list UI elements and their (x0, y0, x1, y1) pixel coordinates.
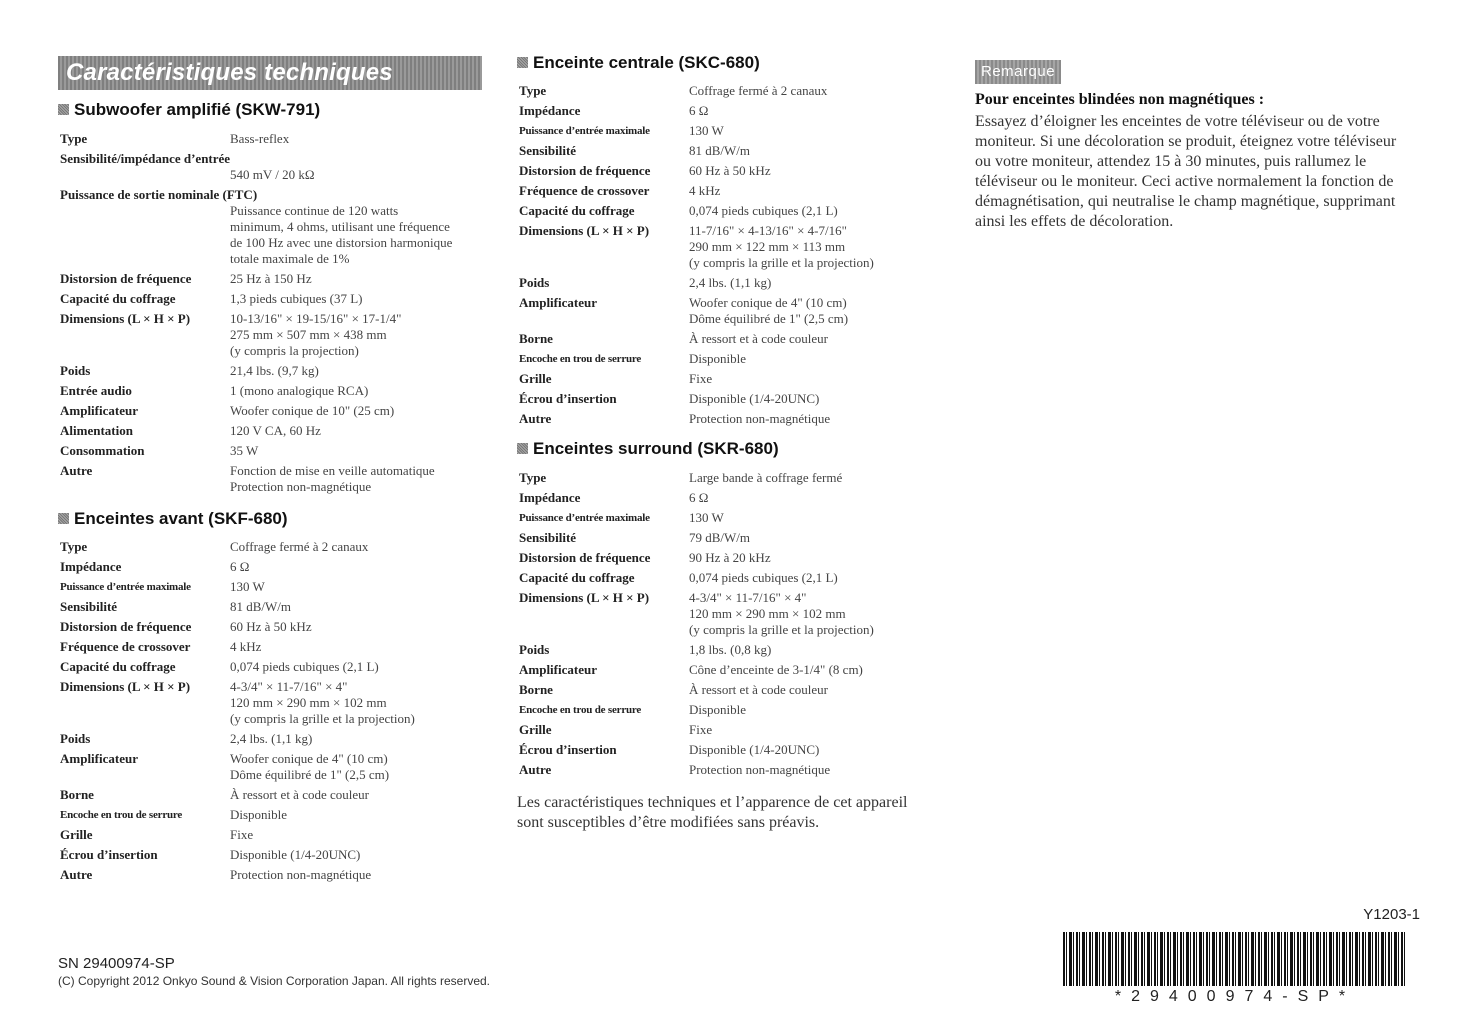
spec-value-line: 4-3/4" × 11-7/16" × 4" (230, 679, 348, 694)
spec-value (689, 642, 771, 658)
spec-label: Amplificateur (519, 662, 597, 677)
spec-row (60, 639, 480, 655)
spec-row (60, 443, 480, 459)
spec-label: Type (519, 83, 547, 98)
spec-value-line: 130 W (689, 510, 724, 525)
section-square-icon (58, 104, 69, 115)
section-square-icon (58, 513, 69, 524)
spec-label: Poids (60, 363, 91, 378)
spec-value-line: Dôme équilibré de 1" (2,5 cm) (230, 767, 390, 782)
spec-label: Puissance d’entrée maximale (519, 125, 650, 137)
spec-value (230, 403, 394, 419)
spec-row (60, 463, 480, 495)
spec-value-line: 0,074 pieds cubiques (2,1 L) (230, 659, 379, 674)
spec-value-line: 275 mm × 507 mm × 438 mm (230, 327, 387, 342)
spec-value (230, 599, 291, 615)
spec-row (60, 579, 480, 595)
spec-label: Puissance d’entrée maximale (519, 512, 650, 524)
spec-label: Capacité du coffrage (519, 570, 635, 585)
spec-value (689, 590, 874, 638)
spec-value-line: (y compris la projection) (230, 343, 359, 358)
spec-value-line: Fixe (230, 827, 254, 842)
spec-label: Alimentation (60, 423, 133, 438)
document-code: Y1203-1 (1363, 906, 1420, 923)
spec-value-line: Protection non-magnétique (230, 867, 372, 882)
spec-value-line: 4 kHz (230, 639, 262, 654)
spec-value-line: 6 Ω (689, 103, 709, 118)
spec-label: Dimensions (L × H × P) (60, 311, 191, 326)
spec-row (519, 371, 939, 387)
spec-label: Amplificateur (519, 295, 597, 310)
spec-row (60, 291, 480, 307)
spec-value (230, 787, 369, 803)
spec-value (689, 411, 830, 427)
spec-row (60, 619, 480, 635)
spec-row (60, 187, 480, 203)
spec-value (689, 295, 848, 327)
spec-value (230, 271, 312, 287)
spec-value-line: Fixe (689, 722, 713, 737)
spec-value-line: 290 mm × 122 mm × 113 mm (689, 239, 846, 254)
spec-row (60, 403, 480, 419)
spec-label: Écrou d’insertion (60, 847, 158, 862)
page-title: Caractéristiques techniques (58, 56, 482, 90)
spec-value (689, 123, 724, 139)
spec-label: Encoche en trou de serrure (519, 353, 642, 365)
spec-value-line: À ressort et à code couleur (689, 331, 828, 346)
spec-label: Puissance d’entrée maximale (60, 581, 191, 593)
spec-value-line: Disponible (1/4-20UNC) (689, 742, 820, 757)
spec-row (519, 391, 939, 407)
spec-value-line: Coffrage fermé à 2 canaux (689, 83, 828, 98)
spec-value-line: 0,074 pieds cubiques (2,1 L) (689, 570, 838, 585)
spec-label: Fréquence de crossover (60, 639, 191, 654)
spec-value-line: 2,4 lbs. (1,1 kg) (230, 731, 313, 746)
spec-label: Autre (60, 867, 93, 882)
spec-value (689, 103, 708, 119)
spec-label: Encoche en trou de serrure (519, 704, 642, 716)
barcode-text: *29400974-SP* (1114, 988, 1356, 1005)
spec-value (689, 83, 827, 99)
spec-label: Type (60, 539, 88, 554)
spec-value-line: Dôme équilibré de 1" (2,5 cm) (689, 311, 849, 326)
section-square-icon (517, 443, 528, 454)
specs-change-notice: Les caractéristiques techniques et l’apparence de cet appareil sont susceptibles d’être modifiées sans préavis. (517, 794, 908, 831)
spec-row (519, 411, 939, 427)
spec-label: Amplificateur (60, 403, 138, 418)
spec-row (60, 151, 480, 167)
spec-value: 540 mV / 20 kΩ (230, 167, 315, 182)
spec-label: Puissance de sortie nominale (FTC) (60, 187, 258, 202)
spec-value-line: Woofer conique de 4" (10 cm) (230, 751, 388, 766)
spec-row (60, 807, 480, 823)
spec-value-line: Protection non-magnétique (230, 479, 372, 494)
spec-value (689, 331, 828, 347)
spec-label: Distorsion de fréquence (519, 163, 651, 178)
spec-value-line: 1,8 lbs. (0,8 kg) (689, 642, 772, 657)
spec-row (519, 722, 939, 738)
spec-label: Grille (519, 722, 552, 737)
spec-row (519, 295, 939, 327)
spec-value (230, 383, 368, 399)
spec-row (519, 490, 939, 506)
spec-value-line: (y compris la grille et la projection) (689, 255, 874, 270)
spec-row (60, 867, 480, 883)
spec-label: Sensibilité (60, 599, 118, 614)
section-title-text: Subwoofer amplifié (SKW-791) (74, 100, 321, 119)
spec-value-line: 130 W (230, 579, 265, 594)
section-title-center (517, 52, 760, 74)
spec-value (689, 183, 720, 199)
spec-row (60, 539, 480, 555)
spec-value-line: Large bande à coffrage fermé (689, 470, 843, 485)
spec-value-line: 35 W (230, 443, 259, 458)
spec-label: Impédance (519, 490, 581, 505)
spec-label: Sensibilité (519, 143, 577, 158)
center-rows (519, 83, 939, 427)
spec-row (519, 682, 939, 698)
spec-value-line: À ressort et à code couleur (230, 787, 369, 802)
spec-value (689, 275, 771, 291)
spec-row (519, 470, 939, 486)
spec-label: Écrou d’insertion (519, 391, 617, 406)
spec-label: Poids (519, 275, 550, 290)
spec-value (689, 550, 771, 566)
spec-row (519, 742, 939, 758)
section-title-subwoofer (58, 99, 320, 121)
spec-value (689, 470, 842, 486)
spec-label: Borne (519, 331, 553, 346)
spec-label: Capacité du coffrage (519, 203, 635, 218)
spec-value-line: 81 dB/W/m (689, 143, 751, 158)
spec-label: Capacité du coffrage (60, 291, 176, 306)
spec-row (519, 570, 939, 586)
spec-label: Autre (60, 463, 93, 478)
spec-label: Distorsion de fréquence (519, 550, 651, 565)
section-title-text: Enceintes avant (SKF-680) (74, 509, 288, 528)
spec-value (689, 662, 863, 678)
spec-label: Borne (60, 787, 94, 802)
spec-row (60, 827, 480, 843)
spec-value-line: Cône d’enceinte de 3-1/4" (8 cm) (689, 662, 863, 677)
spec-label: Dimensions (L × H × P) (519, 590, 650, 605)
spec-value-line: 2,4 lbs. (1,1 kg) (689, 275, 772, 290)
spec-label: Distorsion de fréquence (60, 271, 192, 286)
spec-value-line: Disponible (689, 351, 747, 366)
spec-value (689, 391, 819, 407)
section-title-text: Enceintes surround (SKR-680) (533, 439, 779, 458)
subwoofer-rows (60, 271, 480, 495)
spec-row (519, 550, 939, 566)
spec-label: Type (519, 470, 547, 485)
spec-value-line: 0,074 pieds cubiques (2,1 L) (689, 203, 838, 218)
spec-value (60, 203, 480, 267)
spec-label: Encoche en trou de serrure (60, 809, 183, 821)
spec-label: Amplificateur (60, 751, 138, 766)
spec-row (519, 331, 939, 347)
remark-body: Essayez d’éloigner les enceintes de votre téléviseur ou de votre moniteur. Si une décoloration se produit, éteignez votre téléviseur ou votre moniteur, attendez 15 à 30 minutes, puis rallumez le téléviseur ou le moniteur. Ceci active normalement la fonction de démagnétisation, qui neutralise le champ magnétique, supprimant ainsi les effets de décoloration. (975, 113, 1397, 230)
spec-value (230, 827, 253, 843)
spec-value-line: 81 dB/W/m (230, 599, 292, 614)
spec-label: Grille (519, 371, 552, 386)
spec-value (230, 539, 368, 555)
spec-label: Autre (519, 762, 552, 777)
spec-value-line: Disponible (1/4-20UNC) (230, 847, 361, 862)
spec-value-line: Woofer conique de 4" (10 cm) (689, 295, 847, 310)
spec-value-line: totale maximale de 1% (230, 251, 350, 266)
spec-value-line: 120 mm × 290 mm × 102 mm (689, 606, 846, 621)
spec-row (519, 590, 939, 638)
spec-value (230, 311, 401, 359)
spec-label: Dimensions (L × H × P) (519, 223, 650, 238)
spec-value (230, 807, 287, 823)
spec-value-line: À ressort et à code couleur (689, 682, 828, 697)
spec-value (689, 351, 746, 367)
spec-label: Capacité du coffrage (60, 659, 176, 674)
spec-label: Autre (519, 411, 552, 426)
spec-value-line: (y compris la grille et la projection) (230, 711, 415, 726)
spec-value (230, 679, 415, 727)
barcode-icon (1063, 932, 1407, 986)
spec-value (689, 682, 828, 698)
spec-row (519, 642, 939, 658)
spec-value (230, 291, 363, 307)
spec-row (60, 383, 480, 399)
copyright-notice: (C) Copyright 2012 Onkyo Sound & Vision Corporation Japan. All rights reserved. (58, 974, 491, 988)
spec-value (230, 659, 379, 675)
spec-value-line: 1,3 pieds cubiques (37 L) (230, 291, 363, 306)
front-rows (60, 539, 480, 883)
spec-value (689, 722, 712, 738)
spec-value (689, 203, 838, 219)
spec-value-line: 4 kHz (689, 183, 721, 198)
spec-row (519, 510, 939, 526)
spec-label: Écrou d’insertion (519, 742, 617, 757)
spec-value-line: Puissance continue de 120 watts (230, 203, 399, 218)
spec-value (689, 570, 838, 586)
spec-row (60, 423, 480, 439)
spec-value (689, 742, 819, 758)
spec-label: Distorsion de fréquence (60, 619, 192, 634)
spec-value-line: 4-3/4" × 11-7/16" × 4" (689, 590, 807, 605)
spec-value-line: 60 Hz à 50 kHz (230, 619, 312, 634)
spec-value (230, 867, 371, 883)
spec-value-line: Protection non-magnétique (689, 762, 831, 777)
center-spec-list (519, 83, 939, 431)
surround-spec-list (519, 470, 939, 782)
spec-value (230, 463, 435, 495)
spec-value-line: minimum, 4 ohms, utilisant une fréquence (230, 219, 450, 234)
section-title-surround (517, 438, 779, 460)
spec-row (60, 679, 480, 727)
spec-label: Sensibilité (519, 530, 577, 545)
spec-row (60, 131, 480, 147)
spec-row (519, 662, 939, 678)
spec-label: Type (60, 131, 88, 146)
spec-row (519, 183, 939, 199)
spec-value-line: Coffrage fermé à 2 canaux (230, 539, 369, 554)
front-spec-list (60, 539, 480, 887)
spec-label: Impédance (519, 103, 581, 118)
spec-value (230, 847, 360, 863)
spec-row (60, 787, 480, 803)
spec-label: Impédance (60, 559, 122, 574)
spec-value-line: Protection non-magnétique (689, 411, 831, 426)
spec-value (689, 371, 712, 387)
spec-label: Grille (60, 827, 93, 842)
spec-label: Entrée audio (60, 383, 132, 398)
spec-row (60, 271, 480, 287)
spec-label: Poids (60, 731, 91, 746)
spec-value-line: 6 Ω (689, 490, 709, 505)
spec-value (689, 702, 746, 718)
spec-label: Borne (519, 682, 553, 697)
spec-value-line: 10-13/16" × 19-15/16" × 17-1/4" (230, 311, 402, 326)
spec-row (519, 762, 939, 778)
spec-value (230, 619, 312, 635)
section-square-icon (517, 57, 528, 68)
spec-value (230, 579, 265, 595)
spec-row (519, 530, 939, 546)
spec-row (519, 203, 939, 219)
spec-row (519, 275, 939, 291)
spec-label: Consommation (60, 443, 145, 458)
spec-value-line: Disponible (230, 807, 288, 822)
spec-row (519, 702, 939, 718)
spec-row (519, 83, 939, 99)
spec-row (519, 123, 939, 139)
spec-value (230, 751, 389, 783)
spec-value-line: Disponible (689, 702, 747, 717)
spec-value (230, 731, 312, 747)
spec-value-line: Woofer conique de 10" (25 cm) (230, 403, 395, 418)
spec-value-line: 25 Hz à 150 Hz (230, 271, 312, 286)
spec-row (519, 143, 939, 159)
spec-row (60, 599, 480, 615)
spec-value (689, 510, 724, 526)
section-title-text: Enceinte centrale (SKC-680) (533, 53, 760, 72)
spec-value: Bass-reflex (230, 131, 290, 146)
spec-row (519, 351, 939, 367)
spec-value (689, 143, 750, 159)
spec-value-line: 120 V CA, 60 Hz (230, 423, 321, 438)
spec-value-line: 90 Hz à 20 kHz (689, 550, 771, 565)
section-title-front (58, 508, 288, 530)
spec-row (60, 847, 480, 863)
spec-label: Fréquence de crossover (519, 183, 650, 198)
spec-row (60, 311, 480, 359)
subwoofer-spec-list (60, 131, 480, 499)
spec-value-line: 11-7/16" × 4-13/16" × 4-7/16" (689, 223, 847, 238)
spec-value-line: 60 Hz à 50 kHz (689, 163, 771, 178)
spec-value-line: 79 dB/W/m (689, 530, 751, 545)
spec-value-line: Disponible (1/4-20UNC) (689, 391, 820, 406)
serial-number: SN 29400974-SP (58, 955, 175, 972)
spec-row (60, 659, 480, 675)
spec-value-line: 1 (mono analogique RCA) (230, 383, 369, 398)
spec-value-line: 6 Ω (230, 559, 250, 574)
spec-label: Poids (519, 642, 550, 657)
spec-value (230, 639, 261, 655)
spec-value-line: 21,4 lbs. (9,7 kg) (230, 363, 319, 378)
spec-value (230, 423, 321, 439)
remark-badge: Remarque (975, 60, 1061, 84)
spec-value-line: Fonction de mise en veille automatique (230, 463, 435, 478)
spec-value (230, 559, 249, 575)
spec-value-line: (y compris la grille et la projection) (689, 622, 874, 637)
spec-value (689, 762, 830, 778)
spec-row (60, 751, 480, 783)
spec-row (60, 559, 480, 575)
spec-label: Dimensions (L × H × P) (60, 679, 191, 694)
spec-value (230, 363, 319, 379)
spec-label: Sensibilité/impédance d’entrée (60, 151, 231, 166)
spec-value (689, 530, 750, 546)
spec-value (230, 443, 258, 459)
spec-value (689, 490, 708, 506)
spec-value (689, 223, 874, 271)
remark-heading: Pour enceintes blindées non magnétiques : (975, 91, 1265, 108)
spec-value-line: de 100 Hz avec une distorsion harmonique (230, 235, 453, 250)
spec-row (519, 103, 939, 119)
spec-row (519, 163, 939, 179)
spec-row (60, 363, 480, 379)
spec-row (60, 731, 480, 747)
spec-value-line: 130 W (689, 123, 724, 138)
spec-value-line: 120 mm × 290 mm × 102 mm (230, 695, 387, 710)
spec-row (519, 223, 939, 271)
surround-rows (519, 470, 939, 778)
spec-value-line: Fixe (689, 371, 713, 386)
spec-value (689, 163, 771, 179)
